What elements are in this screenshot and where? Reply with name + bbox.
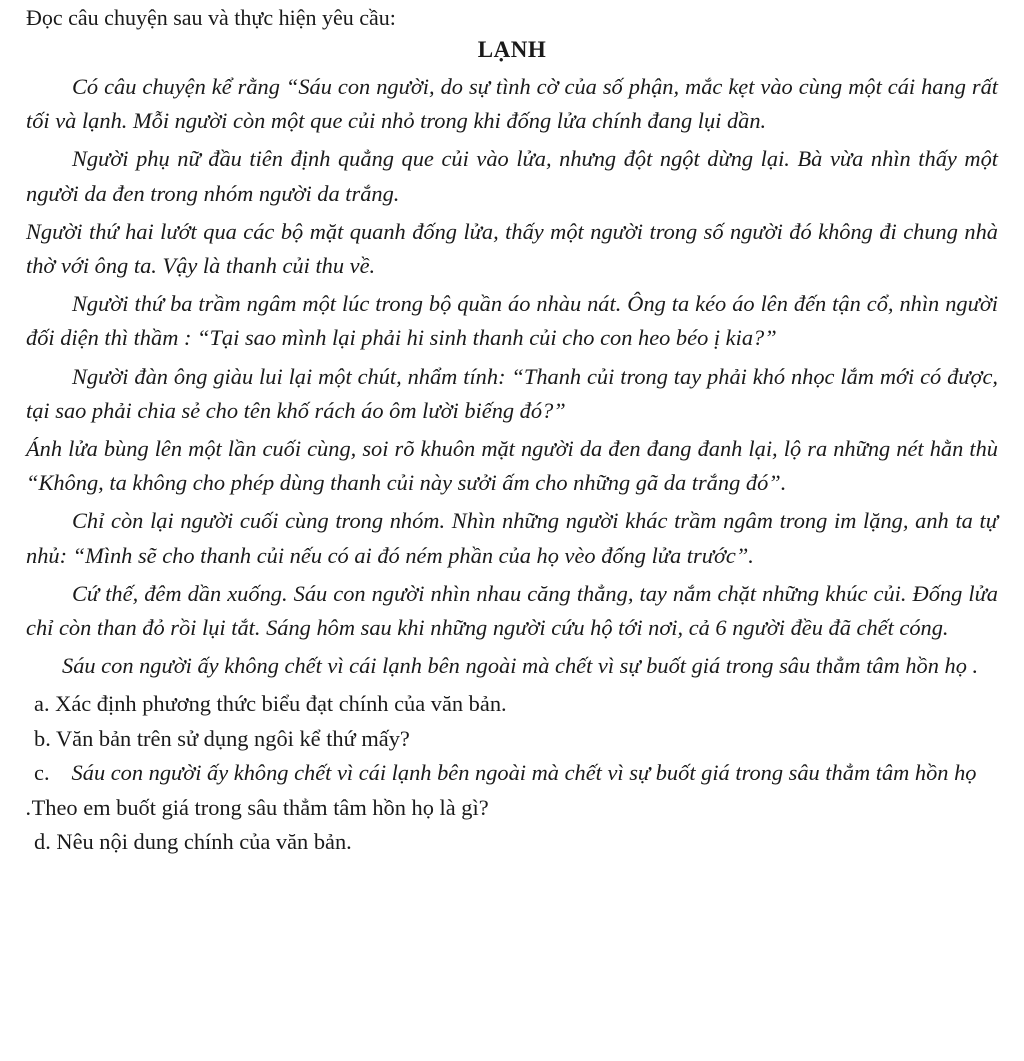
story-paragraph: Có câu chuyện kể rằng “Sáu con người, do sự tình cờ của số phận, mắc kẹt vào cùng một cái hang rất tối và lạnh. Mỗi người còn một que củi nhỏ trong khi đống lửa chính đang lụi dần. [26,74,998,134]
story-paragraph: Ánh lửa bùng lên một lần cuối cùng, soi rõ khuôn mặt người da đen đang đanh lại, lộ ra những nét hằn thù “Không, ta không cho phép dùng thanh củi này sưởi ấm cho những gã da trắng đó”. [26,436,998,496]
question-text: Nêu nội dung chính của văn bản. [56,829,352,855]
instruction-text: Đọc câu chuyện sau và thực hiện yêu cầu: [26,5,396,30]
story-paragraph: Chỉ còn lại người cuối cùng trong nhóm. Nhìn những người khác trầm ngâm trong im lặng, anh ta tự nhủ: “Mình sẽ cho thanh củi nếu có ai đó ném phần của họ vèo đống lửa trước”. [26,508,998,568]
story-paragraph: Cứ thế, đêm dần xuống. Sáu con người nhìn nhau căng thẳng, tay nắm chặt những khúc củi. Đống lửa chỉ còn than đỏ rồi lụi tắt. Sáng hôm sau khi những người cứu hộ tới nơi, cả 6 người đều đã chết cóng. [26,580,998,641]
question-letter: a. [34,691,50,717]
story-title: LẠNH [477,37,547,62]
question-d [26,825,998,860]
question-quote: Sáu con người ấy không chết vì cái lạnh bên ngoài mà chết vì sự buốt giá trong sâu thẳm tâm hồn họ . [26,760,977,820]
story-body [26,70,998,683]
question-c [26,756,998,825]
question-list [26,687,998,860]
question-letter: c. [34,760,50,786]
question-letter: d. [34,829,51,855]
document-page [26,0,998,860]
story-paragraph: Người thứ ba trầm ngâm một lúc trong bộ quần áo nhàu nát. Ông ta kéo áo lên đến tận cổ, nhìn người đối diện thì thầm : “Tại sao mình lại phải hi sinh thanh củi cho con heo béo ị kia?” [26,291,998,351]
question-b [26,722,998,757]
question-text: Theo em buốt giá trong sâu thẳm tâm hồn họ là gì? [31,794,489,820]
story-paragraph: Người đàn ông giàu lui lại một chút, nhẩm tính: “Thanh củi trong tay phải khó nhọc lắm mới có được, tại sao phải chia sẻ cho tên khố rách áo ôm lười biếng đó?” [26,363,998,423]
question-a [26,687,998,722]
story-paragraph: Người thứ hai lướt qua các bộ mặt quanh đống lửa, thấy một người trong số người đó không đi chung nhà thờ với ông ta. Vậy là thanh củi thu về. [26,218,998,279]
story-paragraph: Người phụ nữ đầu tiên định quẳng que củi vào lửa, nhưng đột ngột dừng lại. Bà vừa nhìn thấy một người da đen trong nhóm người da trắng. [26,146,998,206]
question-text: Xác định phương thức biểu đạt chính của văn bản. [55,691,507,717]
story-paragraph: Sáu con người ấy không chết vì cái lạnh bên ngoài mà chết vì sự buốt giá trong sâu thẳm tâm hồn họ . [62,653,979,679]
question-text: Văn bản trên sử dụng ngôi kể thứ mấy? [56,725,410,751]
question-letter: b. [34,725,51,751]
